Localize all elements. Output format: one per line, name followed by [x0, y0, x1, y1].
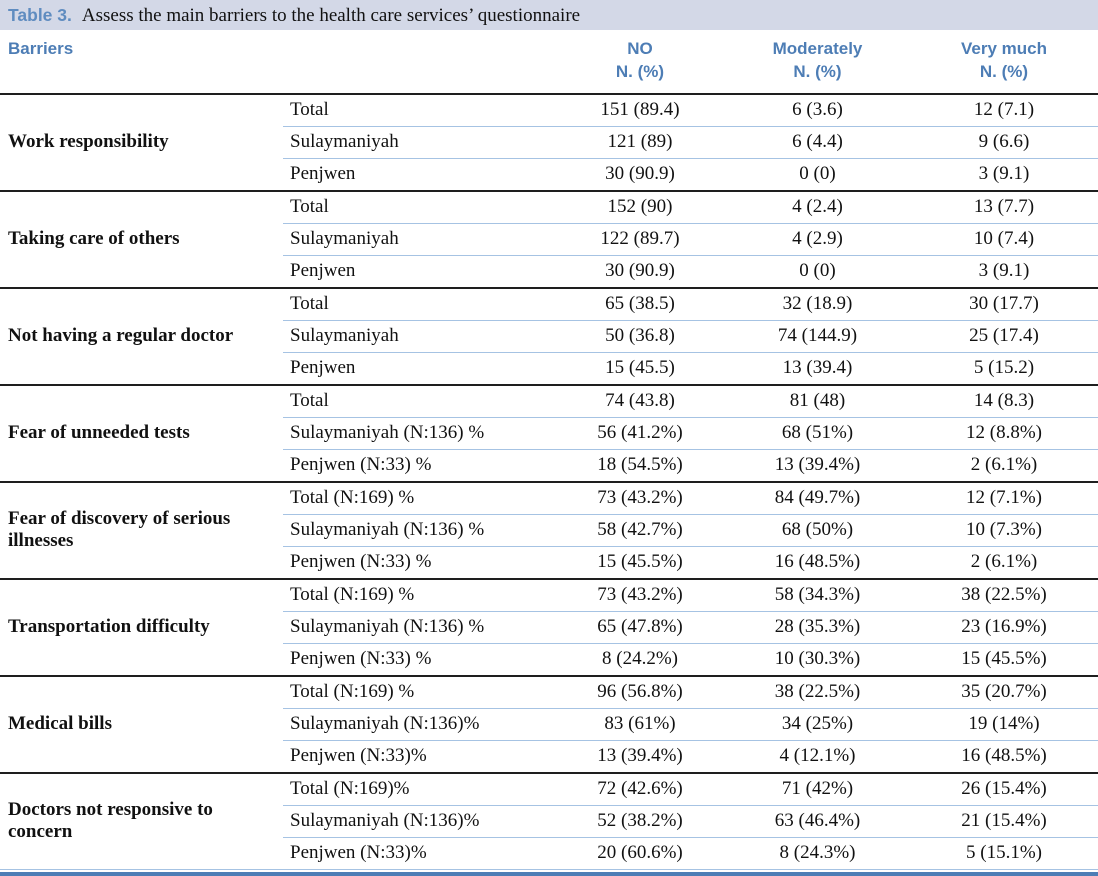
barrier-name: Not having a regular doctor: [0, 288, 283, 385]
very-much-value: 16 (48.5%): [910, 740, 1098, 773]
subgroup-label: Total (N:169) %: [283, 676, 555, 709]
subgroup-label: Sulaymaniyah (N:136)%: [283, 805, 555, 837]
subgroup-label: Penjwen (N:33)%: [283, 740, 555, 773]
moderately-value: 28 (35.3%): [725, 611, 910, 643]
subgroup-label: Penjwen (N:33) %: [283, 546, 555, 579]
very-much-value: 2 (6.1%): [910, 546, 1098, 579]
moderately-value: 63 (46.4%): [725, 805, 910, 837]
no-value: 73 (43.2%): [555, 482, 725, 515]
moderately-value: 6 (4.4): [725, 126, 910, 158]
no-value: 151 (89.4): [555, 94, 725, 127]
subgroup-label: Total (N:169)%: [283, 773, 555, 806]
table-row: [0, 385, 1098, 418]
very-much-value: 5 (15.2): [910, 352, 1098, 385]
subgroup-label: Penjwen (N:33)%: [283, 837, 555, 869]
column-header-very-much-unit: N. (%): [979, 61, 1029, 81]
subgroup-label: Total: [283, 385, 555, 418]
no-value: 152 (90): [555, 191, 725, 224]
very-much-value: 30 (17.7): [910, 288, 1098, 321]
no-value: 58 (42.7%): [555, 514, 725, 546]
column-header-moderately: [725, 30, 910, 94]
no-value: 65 (38.5): [555, 288, 725, 321]
very-much-value: 9 (6.6): [910, 126, 1098, 158]
very-much-value: 38 (22.5%): [910, 579, 1098, 612]
very-much-value: 15 (45.5%): [910, 643, 1098, 676]
table-row: [0, 94, 1098, 127]
header-row: [0, 30, 1098, 94]
moderately-value: 71 (42%): [725, 773, 910, 806]
no-value: 15 (45.5): [555, 352, 725, 385]
very-much-value: 14 (8.3): [910, 385, 1098, 418]
no-value: 52 (38.2%): [555, 805, 725, 837]
subgroup-label: Total (N:169) %: [283, 482, 555, 515]
very-much-value: 10 (7.4): [910, 223, 1098, 255]
very-much-value: 23 (16.9%): [910, 611, 1098, 643]
no-value: 83 (61%): [555, 708, 725, 740]
no-value: 122 (89.7): [555, 223, 725, 255]
table-body: [0, 94, 1098, 870]
moderately-value: 58 (34.3%): [725, 579, 910, 612]
subgroup-label: Penjwen: [283, 255, 555, 288]
subgroup-label: Total: [283, 94, 555, 127]
no-value: 13 (39.4%): [555, 740, 725, 773]
subgroup-label: Sulaymaniyah: [283, 223, 555, 255]
table-row: [0, 288, 1098, 321]
no-value: 30 (90.9): [555, 158, 725, 191]
moderately-value: 13 (39.4%): [725, 449, 910, 482]
table-row: [0, 482, 1098, 515]
very-much-value: 21 (15.4%): [910, 805, 1098, 837]
subgroup-label: Sulaymaniyah (N:136) %: [283, 514, 555, 546]
very-much-value: 26 (15.4%): [910, 773, 1098, 806]
moderately-value: 74 (144.9): [725, 320, 910, 352]
very-much-value: 10 (7.3%): [910, 514, 1098, 546]
very-much-value: 25 (17.4): [910, 320, 1098, 352]
moderately-value: 68 (50%): [725, 514, 910, 546]
very-much-value: 12 (7.1%): [910, 482, 1098, 515]
subgroup-label: Penjwen (N:33) %: [283, 449, 555, 482]
no-value: 15 (45.5%): [555, 546, 725, 579]
barrier-name: Fear of unneeded tests: [0, 385, 283, 482]
no-value: 121 (89): [555, 126, 725, 158]
very-much-value: 35 (20.7%): [910, 676, 1098, 709]
no-value: 18 (54.5%): [555, 449, 725, 482]
table-row: [0, 773, 1098, 806]
column-header-moderately-unit: N. (%): [793, 61, 842, 81]
no-value: 8 (24.2%): [555, 643, 725, 676]
no-value: 73 (43.2%): [555, 579, 725, 612]
moderately-value: 34 (25%): [725, 708, 910, 740]
column-header-no-label: NO: [627, 39, 653, 58]
barrier-name: Transportation difficulty: [0, 579, 283, 676]
very-much-value: 3 (9.1): [910, 255, 1098, 288]
barrier-name: Fear of discovery of serious illnesses: [0, 482, 283, 579]
table-row: [0, 191, 1098, 224]
very-much-value: 5 (15.1%): [910, 837, 1098, 869]
moderately-value: 32 (18.9): [725, 288, 910, 321]
moderately-value: 4 (12.1%): [725, 740, 910, 773]
column-header-barriers: Barriers: [0, 30, 283, 94]
no-value: 74 (43.8): [555, 385, 725, 418]
subgroup-label: Sulaymaniyah (N:136)%: [283, 708, 555, 740]
very-much-value: 2 (6.1%): [910, 449, 1098, 482]
subgroup-label: Penjwen: [283, 352, 555, 385]
no-value: 65 (47.8%): [555, 611, 725, 643]
moderately-value: 38 (22.5%): [725, 676, 910, 709]
subgroup-label: Total: [283, 191, 555, 224]
column-header-very-much-label: Very much: [961, 39, 1047, 58]
moderately-value: 16 (48.5%): [725, 546, 910, 579]
barrier-name: Taking care of others: [0, 191, 283, 288]
very-much-value: 13 (7.7): [910, 191, 1098, 224]
no-value: 30 (90.9): [555, 255, 725, 288]
no-value: 96 (56.8%): [555, 676, 725, 709]
no-value: 50 (36.8): [555, 320, 725, 352]
barriers-table: [0, 30, 1098, 870]
subgroup-label: Sulaymaniyah (N:136) %: [283, 611, 555, 643]
barrier-name: Medical bills: [0, 676, 283, 773]
very-much-value: 3 (9.1): [910, 158, 1098, 191]
table-number-label: Table 3.: [8, 5, 72, 25]
table-row: [0, 676, 1098, 709]
moderately-value: 0 (0): [725, 255, 910, 288]
moderately-value: 0 (0): [725, 158, 910, 191]
table-caption: [0, 0, 1098, 30]
moderately-value: 68 (51%): [725, 417, 910, 449]
very-much-value: 12 (8.8%): [910, 417, 1098, 449]
barrier-name: Doctors not responsive to concern: [0, 773, 283, 870]
very-much-value: 12 (7.1): [910, 94, 1098, 127]
moderately-value: 13 (39.4): [725, 352, 910, 385]
no-value: 20 (60.6%): [555, 837, 725, 869]
column-header-no: [555, 30, 725, 94]
moderately-value: 6 (3.6): [725, 94, 910, 127]
very-much-value: 19 (14%): [910, 708, 1098, 740]
table-row: [0, 579, 1098, 612]
subgroup-label: Penjwen (N:33) %: [283, 643, 555, 676]
table-container: [0, 30, 1098, 876]
subgroup-label: Total: [283, 288, 555, 321]
column-header-no-unit: N. (%): [615, 61, 665, 81]
subgroup-label: Sulaymaniyah: [283, 126, 555, 158]
column-header-very-much: [910, 30, 1098, 94]
column-header-moderately-label: Moderately: [772, 39, 863, 58]
subgroup-label: Sulaymaniyah (N:136) %: [283, 417, 555, 449]
moderately-value: 4 (2.9): [725, 223, 910, 255]
moderately-value: 8 (24.3%): [725, 837, 910, 869]
subgroup-label: Sulaymaniyah: [283, 320, 555, 352]
moderately-value: 81 (48): [725, 385, 910, 418]
moderately-value: 84 (49.7%): [725, 482, 910, 515]
moderately-value: 4 (2.4): [725, 191, 910, 224]
table-caption-text: Assess the main barriers to the health care services’ questionnaire: [81, 5, 581, 26]
subgroup-label: Total (N:169) %: [283, 579, 555, 612]
moderately-value: 10 (30.3%): [725, 643, 910, 676]
barrier-name: Work responsibility: [0, 94, 283, 191]
column-header-spacer: [283, 30, 555, 94]
subgroup-label: Penjwen: [283, 158, 555, 191]
no-value: 72 (42.6%): [555, 773, 725, 806]
no-value: 56 (41.2%): [555, 417, 725, 449]
